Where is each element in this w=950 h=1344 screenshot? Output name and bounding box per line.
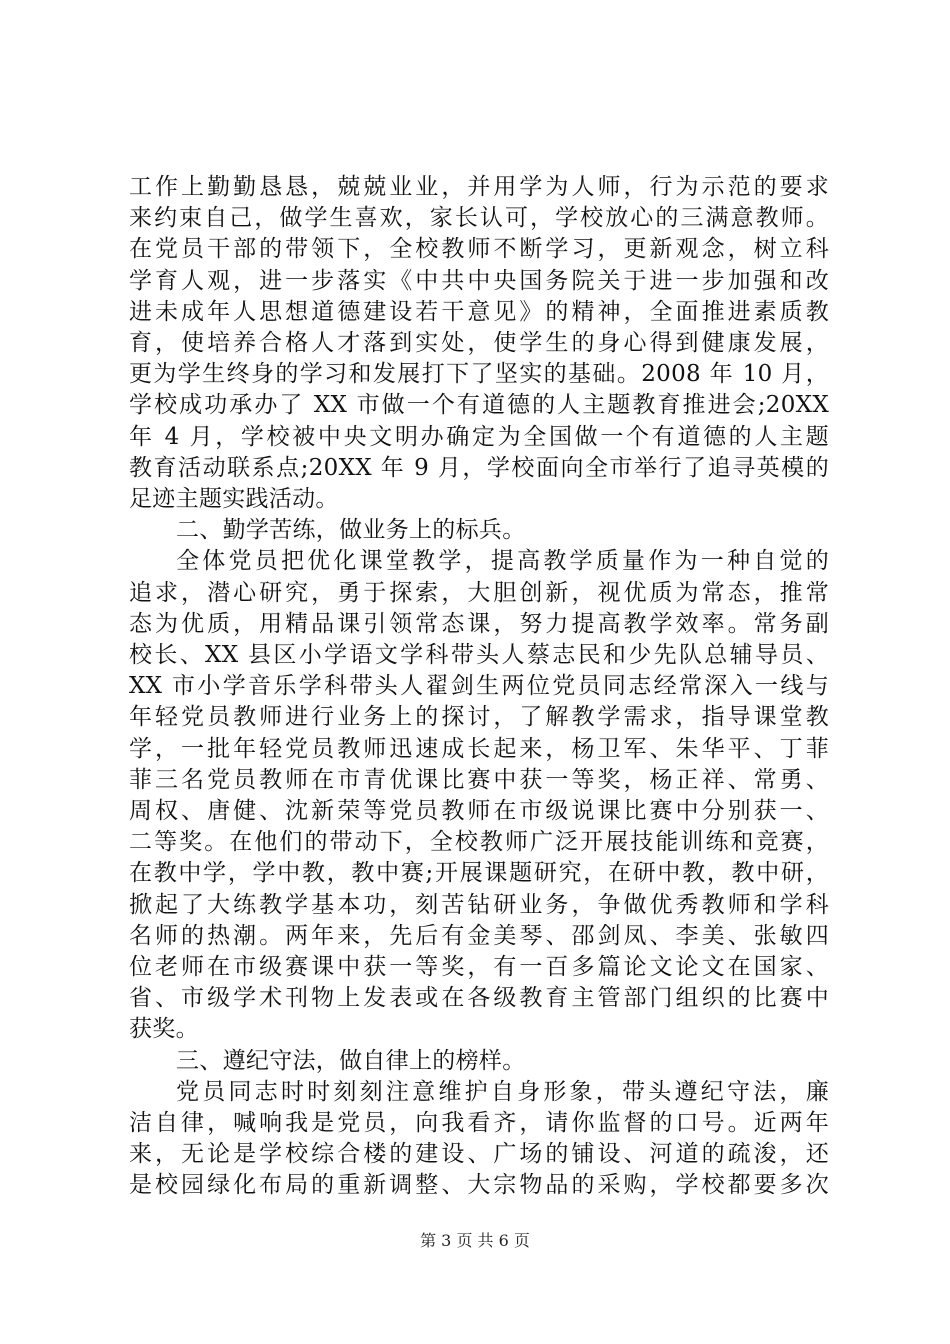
text-line: 进未成年人思想道德建设若干意见》的精神，全面推进素质教 bbox=[129, 298, 829, 325]
section-heading: 三、遵纪守法，做自律上的榜样。 bbox=[176, 1047, 526, 1074]
page-number-footer: 第 3 页 共 6 页 bbox=[420, 1231, 530, 1250]
text-line: 来，无论是学校综合楼的建设、广场的铺设、河道的疏浚，还 bbox=[129, 1141, 829, 1168]
text-line: 菲三名党员教师在市青优课比赛中获一等奖，杨正祥、常勇、 bbox=[129, 766, 829, 793]
text-line: 工作上勤勤恳恳，兢兢业业，并用学为人师，行为示范的要求 bbox=[129, 174, 829, 200]
text-line: 育，使培养合格人才落到实处，使学生的身心得到健康发展， bbox=[129, 330, 829, 356]
text-line: 校长、XX 县区小学语文学科带头人蔡志民和少先队总辅导员、 bbox=[129, 642, 829, 668]
text-line: 全体党员把优化课堂教学，提高教学质量作为一种自觉的 bbox=[176, 548, 829, 575]
text-line: 学校成功承办了 XX 市做一个有道德的人主题教育推进会;20XX bbox=[129, 392, 829, 419]
text-line: 在党员干部的带领下，全校教师不断学习，更新观念，树立科 bbox=[129, 236, 829, 263]
text-line: 周权、唐健、沈新荣等党员教师在市级说课比赛中分别获一、 bbox=[129, 798, 829, 824]
text-line: 在教中学，学中教，教中赛;开展课题研究，在研中教，教中研， bbox=[129, 860, 829, 887]
text-line: 获奖。 bbox=[129, 1016, 199, 1043]
text-line: 学，一批年轻党员教师迅速成长起来，杨卫军、朱华平、丁菲 bbox=[129, 735, 829, 762]
text-line: 名师的热潮。两年来，先后有金美琴、邵剑凤、李美、张敏四 bbox=[129, 922, 829, 949]
text-line: 洁自律，喊响我是党员，向我看齐，请你监督的口号。近两年 bbox=[129, 1110, 829, 1136]
text-line: 位老师在市级赛课中获一等奖，有一百多篇论文论文在国家、 bbox=[129, 954, 829, 980]
section-heading: 二、勤学苦练，做业务上的标兵。 bbox=[176, 517, 526, 544]
text-line: 足迹主题实践活动。 bbox=[129, 486, 339, 512]
text-line: 掀起了大练教学基本功，刻苦钻研业务，争做优秀教师和学科 bbox=[129, 891, 829, 918]
text-line: 教育活动联系点;20XX 年 9 月，学校面向全市举行了追寻英模的 bbox=[129, 454, 829, 481]
text-line: 是校园绿化布局的重新调整、大宗物品的采购，学校都要多次 bbox=[129, 1172, 829, 1199]
text-line: 二等奖。在他们的带动下，全校教师广泛开展技能训练和竞赛， bbox=[129, 829, 829, 856]
text-line: 更为学生终身的学习和发展打下了坚实的基础。2008 年 10 月， bbox=[129, 361, 829, 388]
text-line: XX 市小学音乐学科带头人翟剑生两位党员同志经常深入一线与 bbox=[129, 673, 829, 700]
text-line: 来约束自己，做学生喜欢，家长认可，学校放心的三满意教师。 bbox=[129, 205, 829, 232]
text-line: 学育人观，进一步落实《中共中央国务院关于进一步加强和改 bbox=[129, 267, 829, 294]
text-line: 态为优质，用精品课引领常态课，努力提高教学效率。常务副 bbox=[129, 610, 829, 637]
text-line: 党员同志时时刻刻注意维护自身形象，带头遵纪守法，廉 bbox=[176, 1078, 829, 1105]
text-line: 追求，潜心研究，勇于探索，大胆创新，视优质为常态，推常 bbox=[129, 579, 829, 606]
text-line: 年轻党员教师进行业务上的探讨，了解教学需求，指导课堂教 bbox=[129, 704, 829, 731]
text-line: 省、市级学术刊物上发表或在各级教育主管部门组织的比赛中 bbox=[129, 985, 829, 1012]
text-line: 年 4 月，学校被中央文明办确定为全国做一个有道德的人主题 bbox=[129, 423, 829, 450]
